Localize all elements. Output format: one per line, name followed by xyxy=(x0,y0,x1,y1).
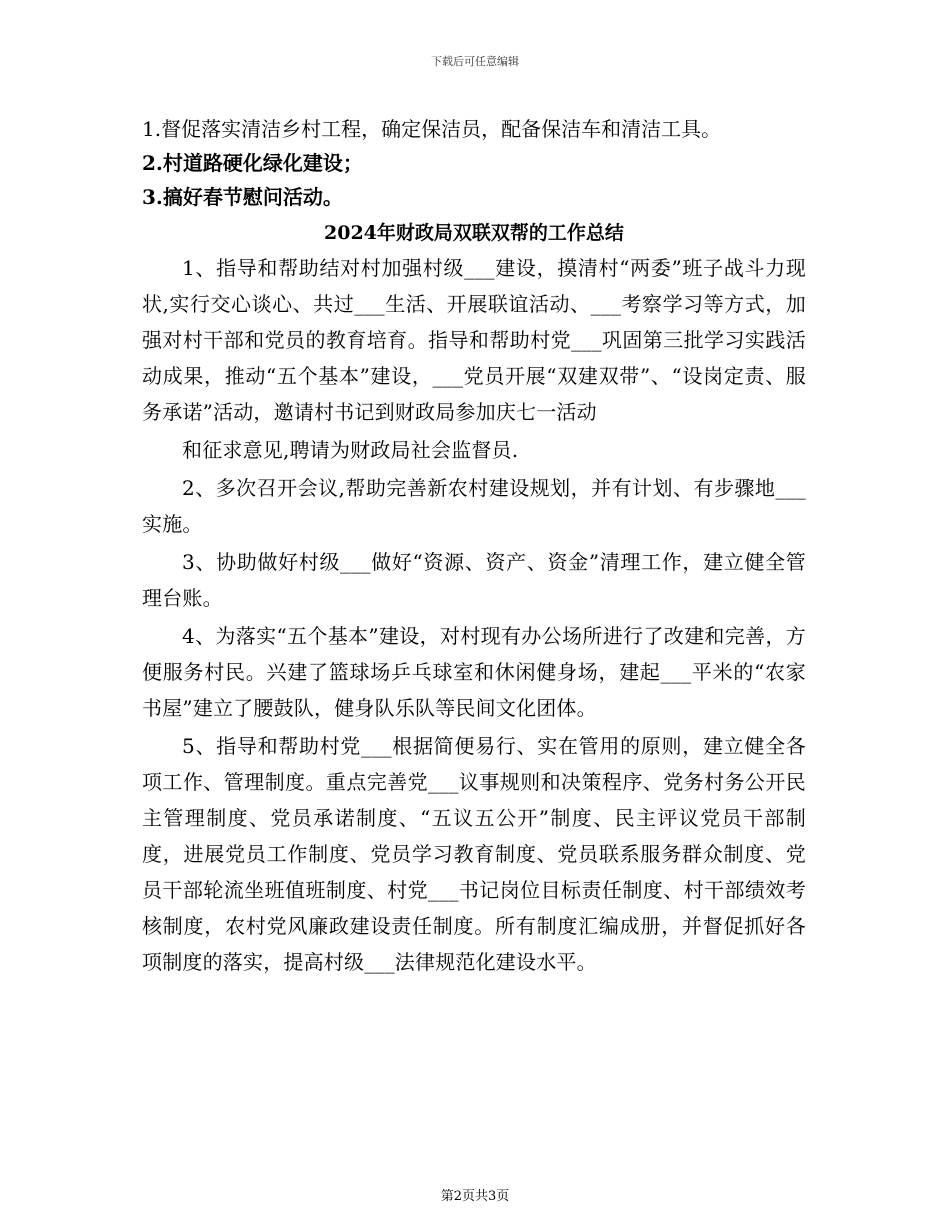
paragraph-3: 3、协助做好村级___做好“资源、资产、资金”清理工作，建立健全管理台账。 xyxy=(142,550,806,610)
list-item-2: 2.村道路硬化绿化建设； xyxy=(142,151,363,175)
list-item-1: 1.督促落实清洁乡村工程，确定保洁员，配备保洁车和清洁工具。 xyxy=(142,117,722,141)
page-number: 第2页共3页 xyxy=(440,1189,510,1204)
paragraph-1: 1、指导和帮助结对村加强村级___建设，摸清村“两委”班子战斗力现状,实行交心谈心、共过___生活、开展联谊活动、___考察学习等方式，加强对村干部和党员的教育培育。指导和帮助村党___巩固第三批学习实践活动成果，推动“五个基本”建设，___党员开展“双建双带”、“设岗定责、服务承诺”活动，邀请村书记到财政局参加庆七一活动 xyxy=(142,256,806,424)
document-body xyxy=(142,112,806,982)
page-header-note: 下载后可任意编辑 xyxy=(431,55,519,68)
list-item-3: 3.搞好春节慰问活动。 xyxy=(142,185,343,209)
paragraph-4: 4、为落实“五个基本”建设，对村现有办公场所进行了改建和完善，方便服务村民。兴建了篮球场乒乓球室和休闲健身场，建起___平米的“农家书屋”建立了腰鼓队，健身队乐队等民间文化团体。 xyxy=(142,624,806,720)
paragraph-5: 5、指导和帮助村党___根据简便易行、实在管用的原则，建立健全各项工作、管理制度。重点完善党___议事规则和决策程序、党务村务公开民主管理制度、党员承诺制度、“五议五公开”制度、民主评议党员干部制度，进展党员工作制度、党员学习教育制度、党员联系服务群众制度、党员干部轮流坐班值班制度、村党___书记岗位目标责任制度、村干部绩效考核制度，农村党风廉政建设责任制度。所有制度汇编成册，并督促抓好各项制度的落实，提高村级___法律规范化建设水平。 xyxy=(142,734,806,974)
paragraph-1-continued: 和征求意见,聘请为财政局社会监督员. xyxy=(182,438,519,462)
paragraph-2: 2、多次召开会议,帮助完善新农村建设规划，并有计划、有步骤地___实施。 xyxy=(142,476,806,536)
document-title: 2024年财政局双联双帮的工作总结 xyxy=(324,222,624,244)
